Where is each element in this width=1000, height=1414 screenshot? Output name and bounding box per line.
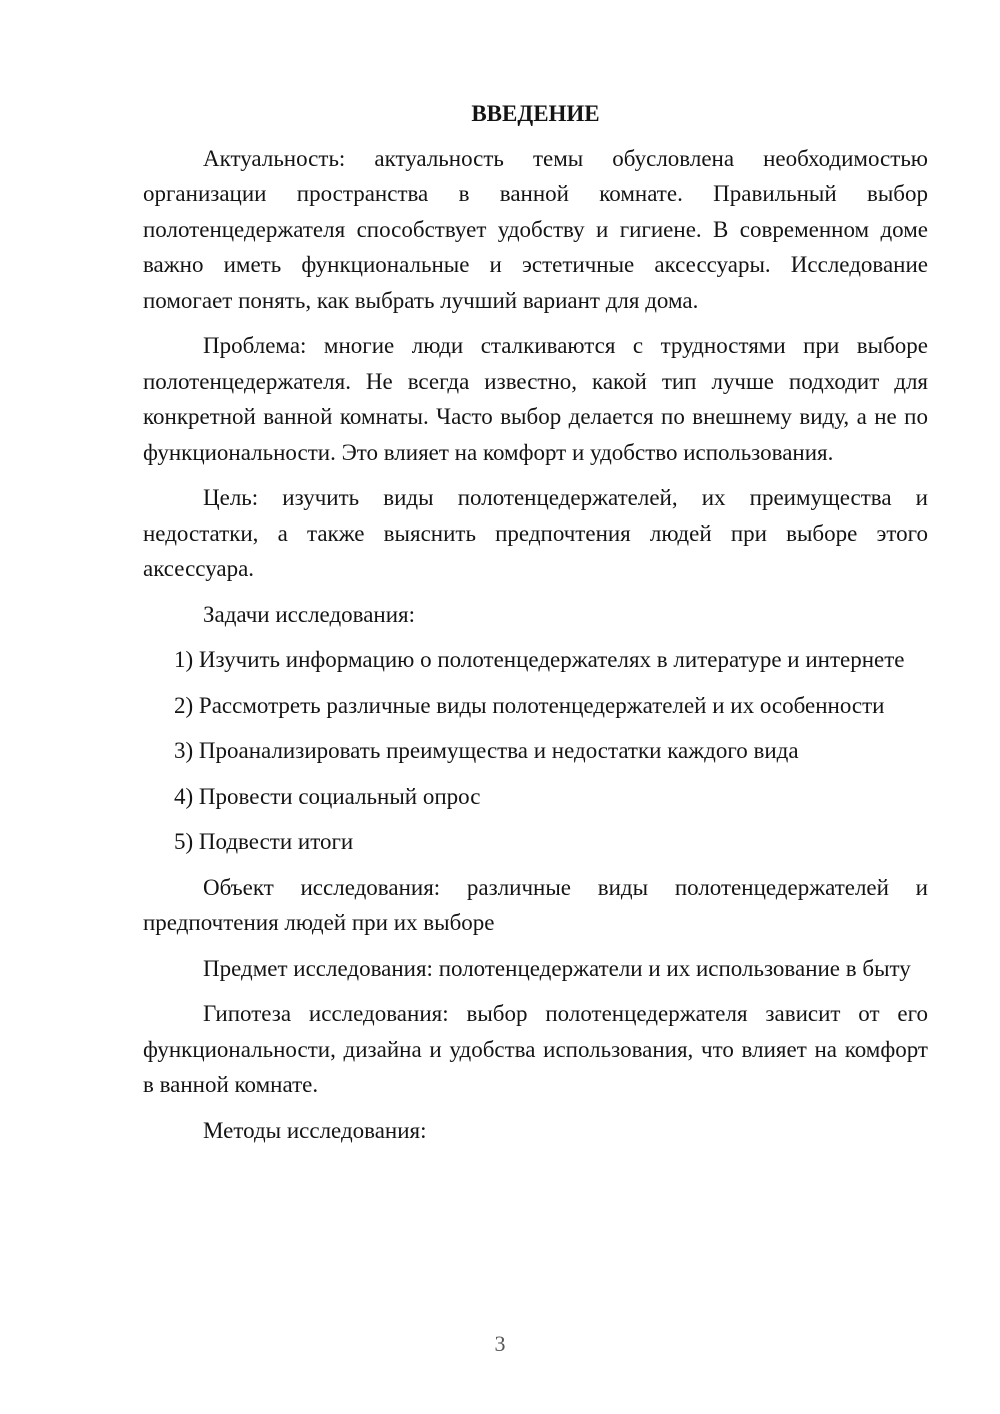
paragraph-goal: Цель: изучить виды полотенцедержателей, их преимущества и недостатки, а также выяснить предпочтения людей при выборе этого аксессуара. <box>143 485 928 581</box>
page-number: 3 <box>494 1331 506 1356</box>
paragraph-relevance: Актуальность: актуальность темы обусловлена необходимостью организации пространства в ванной комнате. Правильный выбор полотенцедержателя способствует удобству и гигиене. В современном доме важно иметь функциональные и эстетичные аксессуары. Исследование помогает понять, как выбрать лучший вариант для дома. <box>143 145 928 313</box>
paragraph-object: Объект исследования: различные виды полотенцедержателей и предпочтения людей при их выборе <box>143 874 928 935</box>
task-item-5: 5) Подвести итоги <box>174 829 354 854</box>
task-item-1: 1) Изучить информацию о полотенцедержателях в литературе и интернете <box>174 647 905 672</box>
paragraph-subject: Предмет исследования: полотенцедержатели и их использование в быту <box>203 955 911 981</box>
task-item-2: 2) Рассмотреть различные виды полотенцедержателей и их особенности <box>174 692 885 718</box>
task-item-3: 3) Проанализировать преимущества и недостатки каждого вида <box>174 738 799 763</box>
paragraph-hypothesis: Гипотеза исследования: выбор полотенцедержателя зависит от его функциональности, дизайна и удобства использования, что влияет на комфорт в ванной комнате. <box>143 1001 928 1097</box>
tasks-heading: Задачи исследования: <box>203 601 416 627</box>
page-title: ВВЕДЕНИЕ <box>471 101 600 126</box>
task-item-4: 4) Провести социальный опрос <box>174 783 481 809</box>
paragraph-problem: Проблема: многие люди сталкиваются с трудностями при выборе полотенцедержателя. Не всегда известно, какой тип лучше подходит для конкретной ванной комнаты. Часто выбор делается по внешнему виду, а не по функциональности. Это влияет на комфорт и удобство использования. <box>143 333 928 465</box>
methods-heading: Методы исследования: <box>203 1117 427 1143</box>
